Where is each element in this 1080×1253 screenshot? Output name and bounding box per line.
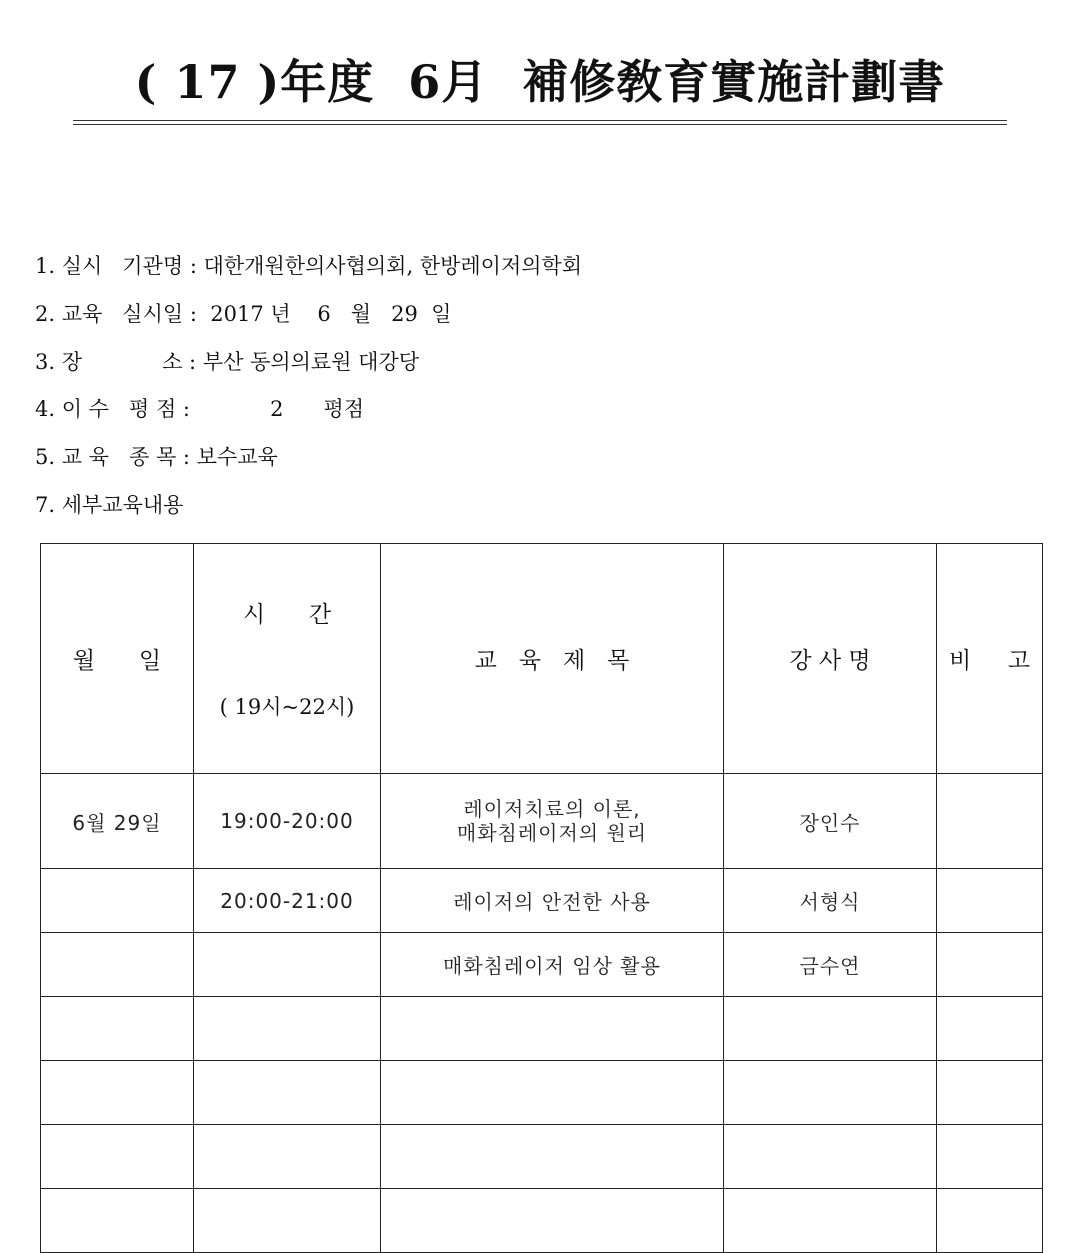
cell-subject	[381, 869, 724, 933]
cell-lecturer: 서형식	[724, 869, 937, 933]
info-line-details-heading	[35, 495, 183, 516]
cell-note	[937, 997, 1043, 1061]
info-line-category	[35, 447, 278, 468]
cell-subject	[381, 774, 724, 869]
cell-subject	[381, 997, 724, 1061]
header-note	[937, 544, 1043, 774]
cell-empty	[381, 1189, 724, 1253]
info-label: 7. 세부교육내용	[35, 493, 184, 517]
document-title	[0, 46, 1080, 112]
cell-subject-line1: 레이저의 안전한 사용	[453, 890, 651, 914]
cell-time	[194, 1061, 381, 1125]
cell-subject-line1: 레이저치료의 이론,	[463, 797, 641, 821]
cell-time	[194, 933, 381, 997]
cell-note	[937, 774, 1043, 869]
table-row	[41, 869, 1043, 933]
table-row	[41, 933, 1043, 997]
table-row	[41, 1125, 1043, 1189]
cell-time	[194, 1125, 381, 1189]
cell-date: 6월 29일	[41, 774, 194, 869]
table-row	[41, 1061, 1043, 1125]
cell-note	[937, 1125, 1043, 1189]
cell-date	[41, 1125, 194, 1189]
info-label: 4. 이 수 평 점 :	[35, 397, 204, 421]
info-value: 부산 동의의료원 대강당	[202, 350, 420, 374]
info-line-place	[35, 352, 419, 373]
cell-lecturer: 금수연	[724, 933, 937, 997]
cell-note	[937, 869, 1043, 933]
cell-time: 20:00-21:00	[194, 869, 381, 933]
cell-lecturer: 장인수	[724, 774, 937, 869]
cell-note	[937, 1061, 1043, 1125]
header-subject-label: 교 육 제 목	[474, 648, 630, 674]
header-time-range: ( 19시~22시)	[219, 695, 355, 719]
cell-lecturer	[724, 997, 937, 1061]
info-line-institution	[35, 256, 582, 277]
cell-lecturer	[724, 1061, 937, 1125]
header-lecturer-label: 강 사 명	[789, 648, 871, 674]
info-label: 3. 장 소 :	[35, 350, 203, 374]
cell-subject-line1: 매화침레이저 임상 활용	[443, 954, 661, 978]
title-double-rule	[73, 120, 1007, 125]
cell-subject	[381, 933, 724, 997]
education-schedule-table	[40, 543, 1043, 1253]
info-label: 5. 교 육 종 목 :	[35, 445, 197, 469]
info-value: 대한개원한의사협의회, 한방레이저의학회	[203, 254, 583, 278]
cell-empty	[41, 1189, 194, 1253]
cell-date	[41, 997, 194, 1061]
cell-subject-line2: 매화침레이저의 원리	[456, 821, 648, 845]
table-header-row	[41, 544, 1043, 774]
cell-note	[937, 933, 1043, 997]
header-date-label: 월 일	[72, 648, 162, 674]
table-row	[41, 774, 1043, 869]
table-row	[41, 1189, 1043, 1253]
cell-time	[194, 997, 381, 1061]
info-value: 보수교육	[196, 445, 278, 469]
header-time	[194, 544, 381, 774]
info-line-date	[35, 304, 451, 325]
header-date	[41, 544, 194, 774]
info-label: 1. 실시 기관명 :	[35, 254, 204, 278]
cell-lecturer	[724, 1125, 937, 1189]
cell-empty	[724, 1189, 937, 1253]
cell-subject	[381, 1061, 724, 1125]
header-note-right: 고	[1007, 648, 1030, 674]
info-label: 2. 교육 실시일 :	[35, 302, 211, 326]
document-title-text: ( 17 )年度 6月 補修敎育實施計劃書	[134, 55, 946, 109]
info-value: 2 평점	[203, 397, 365, 421]
info-line-credits	[35, 399, 364, 420]
header-subject	[381, 544, 724, 774]
header-lecturer	[724, 544, 937, 774]
cell-empty	[937, 1189, 1043, 1253]
header-note-left: 비	[949, 648, 972, 674]
cell-date	[41, 933, 194, 997]
cell-date	[41, 869, 194, 933]
info-value: 2017 년 6 월 29 일	[210, 302, 452, 326]
cell-time: 19:00-20:00	[194, 774, 381, 869]
header-time-label: 시 간	[242, 602, 332, 628]
cell-subject	[381, 1125, 724, 1189]
cell-date	[41, 1061, 194, 1125]
table-row	[41, 997, 1043, 1061]
cell-empty	[194, 1189, 381, 1253]
